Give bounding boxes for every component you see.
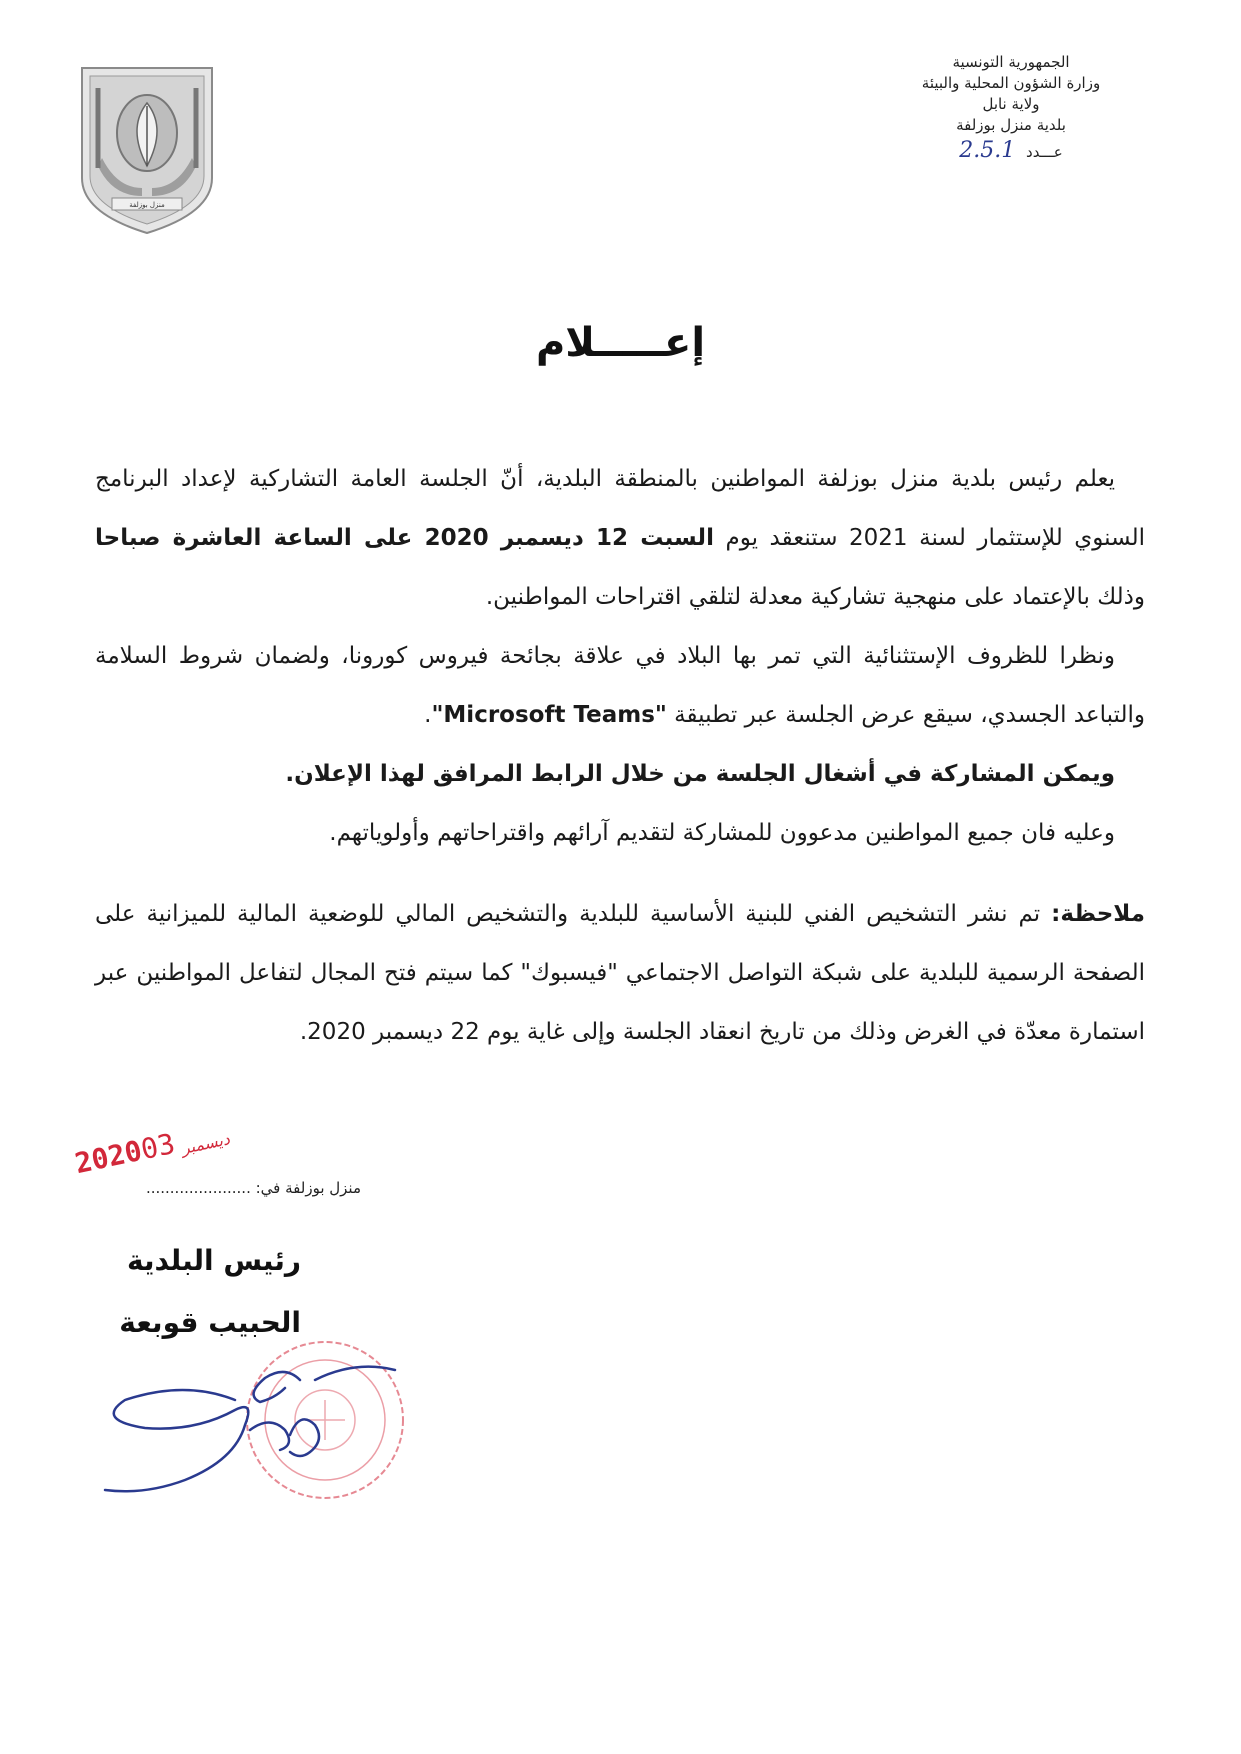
emblem-caption: منزل بوزلفة (129, 201, 165, 209)
session-datetime: السبت 12 ديسمبر 2020 على الساعة العاشرة صباحا (95, 525, 714, 551)
date-line-dots: ...................... (145, 1179, 251, 1197)
paragraph-link (95, 745, 1145, 804)
header-governorate: ولاية نابل (982, 95, 1040, 113)
paragraph-session-text: يعلم رئيس بلدية منزل بوزلفة المواطنين بالمنطقة البلدية، أنّ الجلسة العامة التشاركية لإعداد البرنامج السنوي للإستثمار لسنة 2021 ستنعقد يوم (95, 466, 1145, 551)
participation-link-note: ويمكن المشاركة في أشغال الجلسة من خلال الرابط المرافق لهذا الإعلان. (285, 761, 1115, 787)
reference-number (851, 140, 1171, 163)
header-ministry: وزارة الشؤون المحلية والبيئة (921, 74, 1101, 92)
app-name: "Microsoft Teams" (431, 702, 667, 728)
date-line (146, 1179, 361, 1197)
municipality-emblem-icon (72, 48, 222, 238)
spacer (95, 863, 1145, 885)
paragraph-teams (95, 627, 1145, 745)
paragraph-invitation: وعليه فان جميع المواطنين مدعوون للمشاركة لتقديم آرائهم واقتراحاتهم وأولوياتهم. (329, 820, 1115, 846)
header-municipality: بلدية منزل بوزلفة (956, 116, 1066, 134)
signatory-name: الحبيب قوبعة (119, 1306, 301, 1339)
note-label: ملاحظة: (1051, 901, 1145, 927)
date-stamp-day: 03 (137, 1126, 178, 1167)
paragraph-session (95, 450, 1145, 627)
reference-number-label: عـــدد (1026, 143, 1063, 161)
date-line-label: منزل بوزلفة في: (255, 1179, 361, 1197)
signature-icon (85, 1340, 415, 1500)
paragraph-teams-end: . (424, 702, 432, 728)
header-country: الجمهورية التونسية (952, 53, 1070, 71)
letterhead (851, 52, 1171, 163)
note-text: تم نشر التشخيص الفني للبنية الأساسية للبلدية والتشخيص المالي للوضعية المالية للميزانية على الصفحة الرسمية للبلدية على شبكة التواصل الاجتماعي "فيسبوك" كما سيتم فتح المجال لتفاعل المواطنين عبر استمارة معدّة في الغرض وذلك من تاريخ انعقاد الجلسة وإلى غاية يوم 22 ديسمبر 2020. (95, 901, 1145, 1045)
signatory-title: رئيس البلدية (126, 1244, 301, 1277)
page-title: إعـــــلام (535, 320, 706, 366)
announcement-body (95, 450, 1145, 1062)
date-stamp-year: 2020 (72, 1133, 145, 1181)
paragraph-note (95, 885, 1145, 1062)
date-stamp-month: ديسمبر (179, 1129, 232, 1158)
reference-number-value: 2.5.1 (959, 138, 1016, 163)
paragraph-teams-text: ونظرا للظروف الإستثنائية التي تمر بها البلاد في علاقة بجائحة فيروس كورونا، ولضمان شروط السلامة والتباعد الجسدي، سيقع عرض الجلسة عبر تطبيقة (95, 643, 1145, 728)
paragraph-session-text-end: وذلك بالإعتماد على منهجية تشاركية معدلة لتلقي اقتراحات المواطنين. (485, 584, 1145, 610)
date-stamp (72, 1114, 237, 1180)
